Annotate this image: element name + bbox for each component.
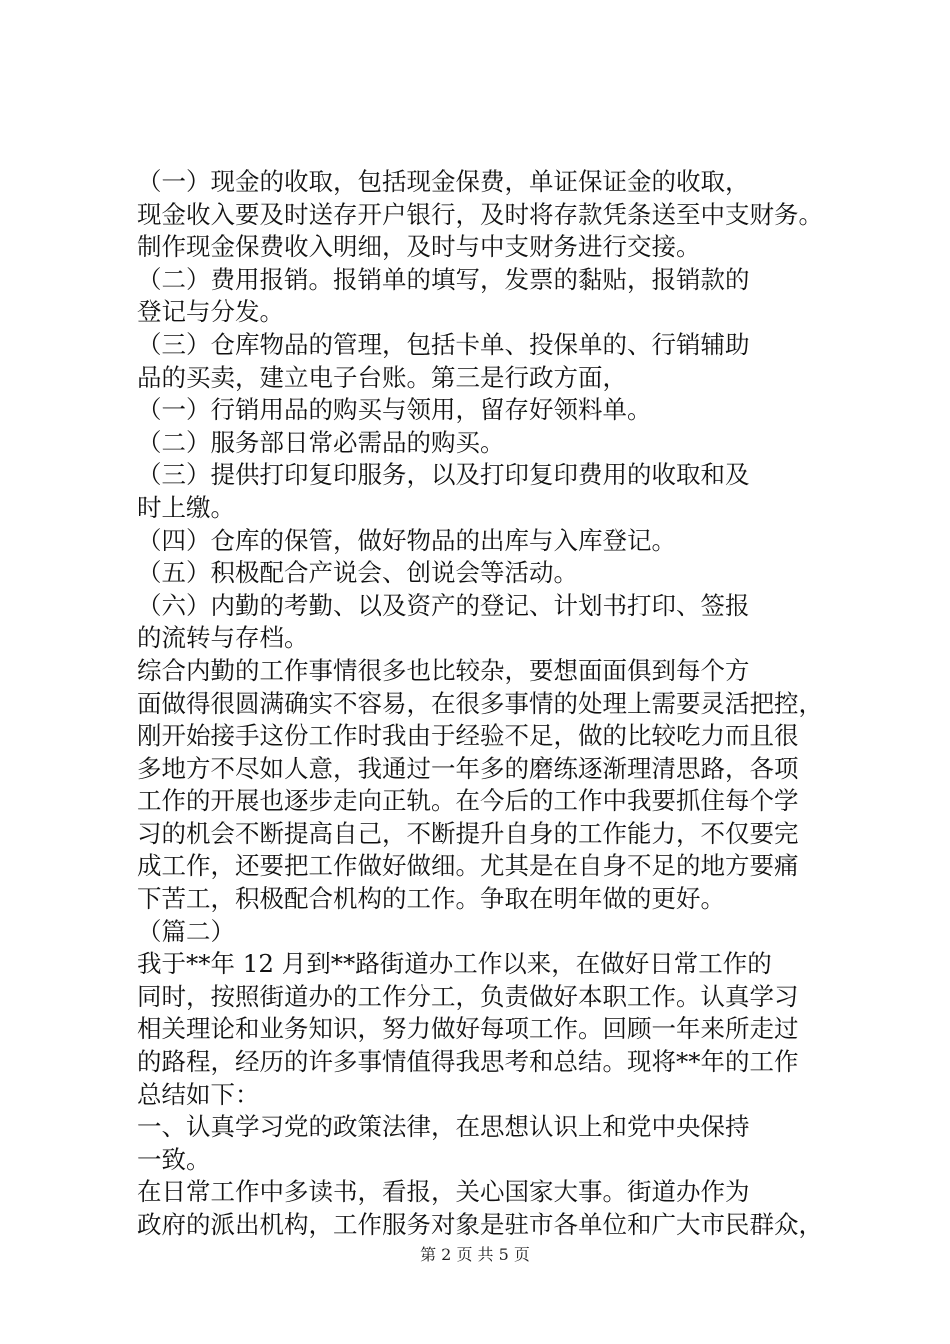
text-line: 时上缴。 xyxy=(137,492,235,522)
text-line: （二）费用报销。报销单的填写，发票的黏贴，报销款的 xyxy=(137,264,750,294)
text-line: （一）行销用品的购买与领用，留存好领料单。 xyxy=(137,395,652,425)
text-line: （五）积极配合产说会、创说会等活动。 xyxy=(137,558,578,588)
text-line: 同时，按照街道办的工作分工，负责做好本职工作。认真学习 xyxy=(137,981,799,1011)
text-line: 现金收入要及时送存开户银行，及时将存款凭条送至中支财务。 xyxy=(137,199,823,229)
text-line: 综合内勤的工作事情很多也比较杂，要想面面俱到每个方 xyxy=(137,655,750,685)
text-line: 工作的开展也逐步走向正轨。在今后的工作中我要抓住每个学 xyxy=(137,786,799,816)
page-number: 第 2 页 共 5 页 xyxy=(420,1245,530,1264)
text-line: 的路程，经历的许多事情值得我思考和总结。现将**年的工作 xyxy=(137,1047,799,1077)
text-line: 制作现金保费收入明细，及时与中支财务进行交接。 xyxy=(137,232,701,262)
text-line: 的流转与存档。 xyxy=(137,623,309,653)
text-line: 刚开始接手这份工作时我由于经验不足，做的比较吃力而且很 xyxy=(137,721,799,751)
text-line: 一致。 xyxy=(137,1144,211,1174)
text-line: 相关理论和业务知识，努力做好每项工作。回顾一年来所走过 xyxy=(137,1014,799,1044)
text-line: （四）仓库的保管，做好物品的出库与入库登记。 xyxy=(137,525,676,555)
text-line: 品的买卖，建立电子台账。第三是行政方面， xyxy=(137,362,627,392)
text-line: 登记与分发。 xyxy=(137,297,284,327)
text-line: 面做得很圆满确实不容易，在很多事情的处理上需要灵活把控， xyxy=(137,688,823,718)
text-line: 一、认真学习党的政策法律，在思想认识上和党中央保持 xyxy=(137,1112,750,1142)
text-line: 总结如下： xyxy=(137,1079,260,1109)
text-line: （六）内勤的考勤、以及资产的登记、计划书打印、签报 xyxy=(137,590,750,620)
text-line: （二）服务部日常必需品的购买。 xyxy=(137,427,505,457)
section-heading: （篇二） xyxy=(137,916,235,946)
text-line: （一）现金的收取，包括现金保费，单证保证金的收取， xyxy=(137,167,750,196)
text-line: 在日常工作中多读书，看报，关心国家大事。街道办作为 xyxy=(137,1177,750,1207)
text-line: 我于**年 12 月到**路街道办工作以来，在做好日常工作的 xyxy=(137,949,772,979)
text-line: 习的机会不断提高自己，不断提升自身的工作能力，不仅要完 xyxy=(137,818,799,848)
body-text xyxy=(137,166,837,1242)
text-line: 下苦工，积极配合机构的工作。争取在明年做的更好。 xyxy=(137,884,725,914)
text-line: （三）仓库物品的管理，包括卡单、投保单的、行销辅助 xyxy=(137,329,750,359)
text-line: 成工作，还要把工作做好做细。尤其是在自身不足的地方要痛 xyxy=(137,851,799,881)
text-line: 政府的派出机构，工作服务对象是驻市各单位和广大市民群众， xyxy=(137,1210,823,1239)
text-line: （三）提供打印复印服务，以及打印复印费用的收取和及 xyxy=(137,460,750,490)
text-line: 多地方不尽如人意，我通过一年多的磨练逐渐理清思路，各项 xyxy=(137,753,799,783)
